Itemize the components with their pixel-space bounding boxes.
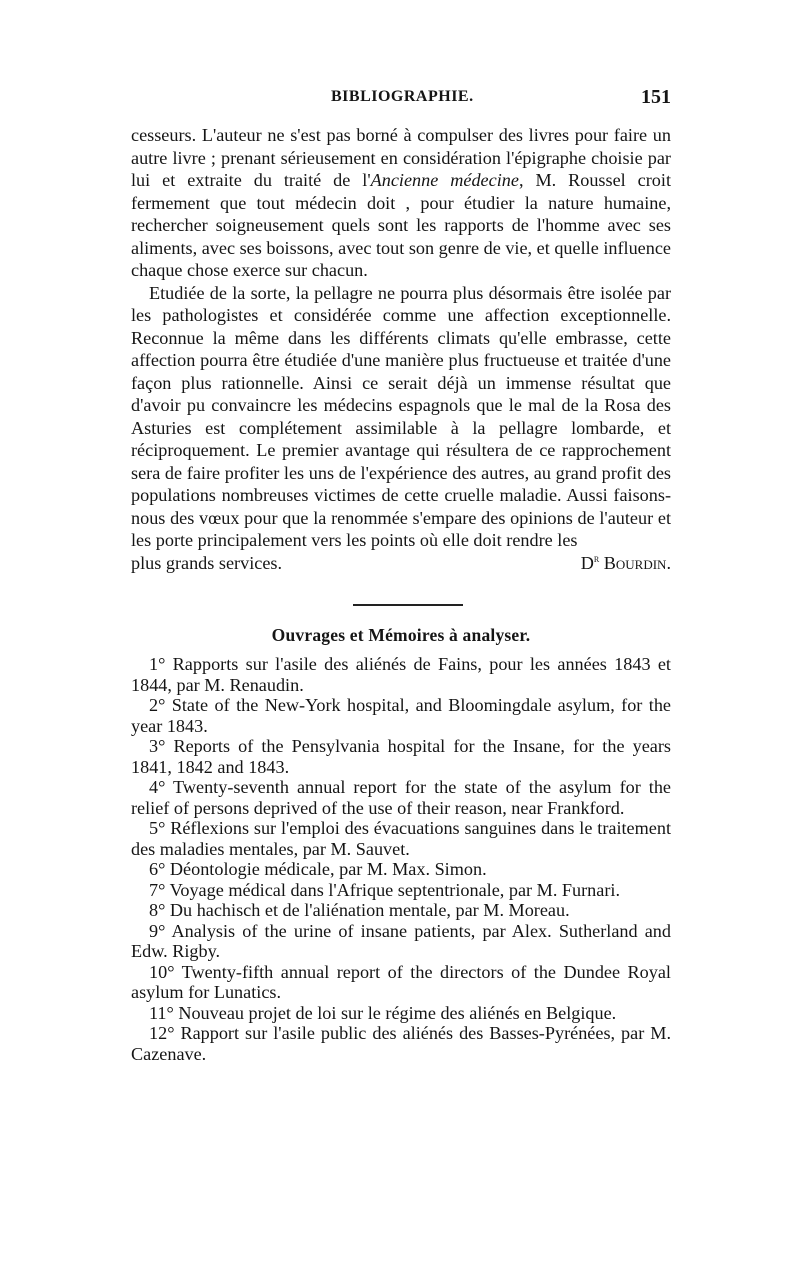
list-item: 2° State of the New-York hospital, and Bloomingdale asylum, for the year 1843. — [131, 695, 671, 736]
signature-name: Bourdin. — [603, 552, 671, 573]
signature-superscript: r — [593, 552, 600, 565]
paragraph-1-rest: , M. Roussel croit fermement que tout médecin doit , pour étudier la nature humaine, rechercher soigneusement quels sont les rapports de l'homme avec ses aliments, avec ses boissons, avec tout son genre de vie, et quelle influence chaque chose exerce sur chacun. — [131, 170, 672, 280]
running-title: BIBLIOGRAPHIE. — [331, 88, 474, 105]
closing-line — [131, 552, 671, 575]
review-text — [131, 124, 671, 574]
book-page — [131, 86, 671, 1064]
works-list — [131, 654, 671, 1064]
list-item: 6° Déontologie médicale, par M. Max. Simon. — [149, 859, 487, 879]
list-item: 10° Twenty-fifth annual report of the directors of the Dundee Royal asylum for Lunatics. — [131, 961, 671, 1002]
page-header — [131, 86, 671, 114]
section-heading: Ouvrages et Mémoires à analyser. — [271, 625, 531, 645]
author-signature — [581, 552, 671, 575]
signature-prefix: D — [580, 552, 594, 573]
paragraph-1 — [131, 124, 671, 282]
list-item: 11° Nouveau projet de loi sur le régime des aliénés en Belgique. — [149, 1002, 617, 1023]
list-item: 4° Twenty-seventh annual report for the state of the asylum for the relief of persons deprived of the use of their reason, near Frankford. — [131, 777, 671, 818]
list-item: 12° Rapport sur l'asile public des aliénés des Basses-Pyrénées, par M. Cazenave. — [131, 1023, 671, 1064]
page-number: 151 — [641, 86, 671, 108]
closing-text: plus grands services. — [131, 552, 283, 573]
book-title-italic: Ancienne médecine — [370, 170, 519, 190]
list-item: 9° Analysis of the urine of insane patients, par Alex. Sutherland and Edw. Rigby. — [131, 920, 671, 961]
list-item: 3° Reports of the Pensylvania hospital for the Insane, for the years 1841, 1842 and 1843. — [131, 736, 671, 777]
list-item: 5° Réflexions sur l'emploi des évacuations sanguines dans le traitement des maladies mentales, par M. Sauvet. — [131, 818, 671, 859]
paragraph-2: Etudiée de la sorte, la pellagre ne pourra plus désormais être isolée par les pathologistes et considérée comme une affection exceptionnelle. Reconnue la même dans les différents climats qu'elle embrasse, cette affection pourra être étudiée d'une manière plus fructueuse et traitée d'une façon plus rationnelle. Ainsi ce serait déjà un immense résultat que d'avoir pu convaincre les médecins espagnols que le mal de la Rosa des Asturies est complétement assimilable à la pellagre lombarde, et réciproquement. Le premier avantage qui résultera de ce rapprochement sera de faire profiter les uns de l'expérience des autres, au grand profit des populations nombreuses victimes de cette cruelle maladie. Aussi faisons-nous des vœux pour que la renommée s'empare des opinions de l'auteur et les porte principalement vers les points où elle doit rendre les — [131, 282, 671, 550]
list-item: 1° Rapports sur l'asile des aliénés de Fains, pour les années 1843 et 1844, par M. Renaudin. — [131, 654, 671, 695]
section-divider — [353, 604, 463, 606]
list-item: 8° Du hachisch et de l'aliénation mentale, par M. Moreau. — [149, 900, 570, 920]
paragraph-1-text: cesseurs. L'auteur ne s'est pas borné à compulser des livres pour faire un autre livre ; prenant sérieusement en considération l'épigraphe choisie par lui et extraite du traité de l' — [131, 125, 671, 190]
list-item: 7° Voyage médical dans l'Afrique septentrionale, par M. Furnari. — [149, 879, 621, 900]
